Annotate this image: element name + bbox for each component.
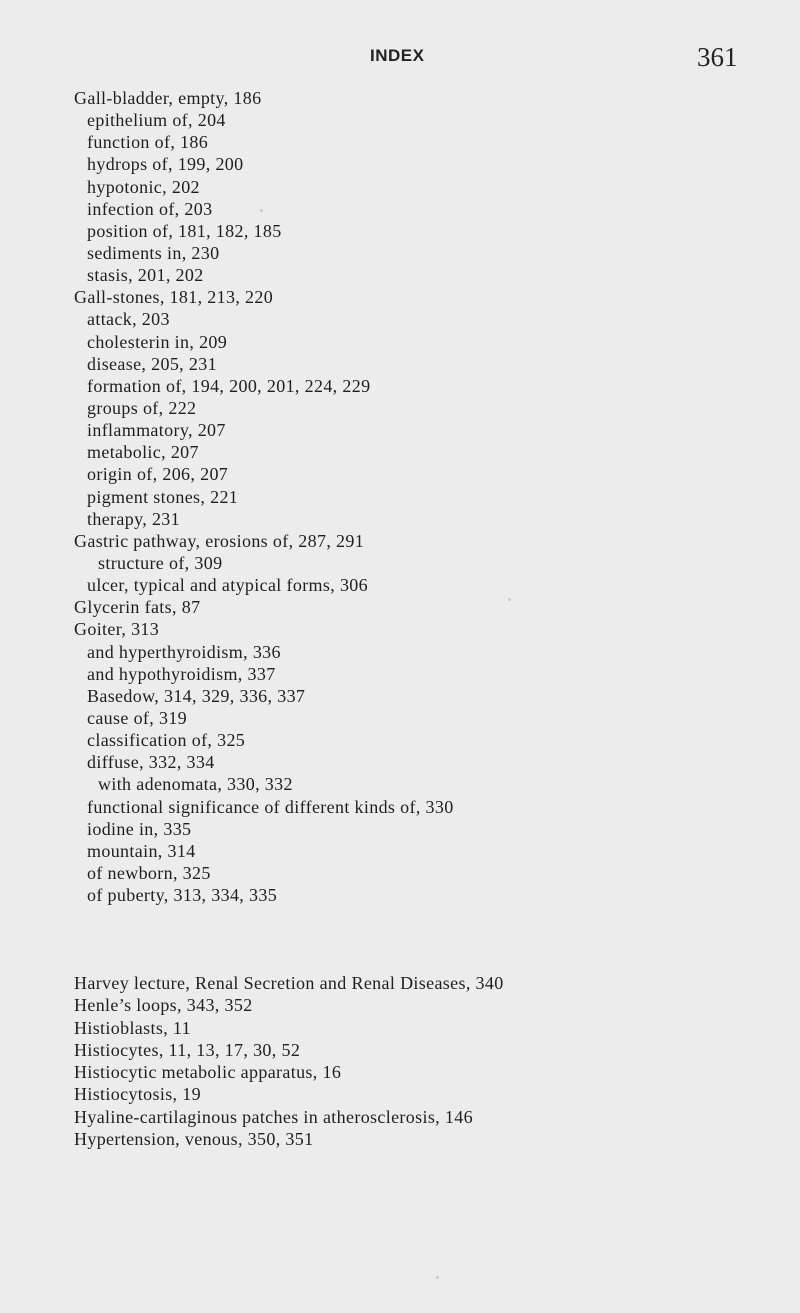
index-group-g (74, 87, 774, 906)
index-subentry: hypotonic, 202 (87, 176, 200, 197)
index-heading: Histiocytosis, 19 (74, 1084, 201, 1105)
index-subentry: mountain, 314 (87, 840, 196, 861)
index-subentry: functional significance of different kinds of, 330 (87, 796, 454, 817)
index-subentry: inflammatory, 207 (87, 420, 226, 441)
index-heading: Gall-bladder, empty, 186 (74, 88, 262, 108)
index-heading: Gall-stones, 181, 213, 220 (74, 287, 274, 308)
index-subentry: and hyperthyroidism, 336 (87, 641, 281, 662)
index-subentry: hydrops of, 199, 200 (87, 154, 244, 175)
index-subentry: cholesterin in, 209 (87, 331, 228, 352)
index-heading: Henle’s loops, 343, 352 (74, 995, 253, 1016)
index-subentry: stasis, 201, 202 (87, 265, 204, 286)
index-subentry: with adenomata, 330, 332 (98, 774, 293, 795)
index-subentry: function of, 186 (87, 132, 209, 153)
index-subentry: groups of, 222 (87, 397, 197, 418)
index-subentry: diffuse, 332, 334 (87, 752, 215, 773)
running-title: INDEX (370, 46, 425, 65)
index-subentry: cause of, 319 (87, 707, 188, 728)
index-subentry: iodine in, 335 (87, 818, 192, 839)
index-subentry: disease, 205, 231 (87, 353, 217, 374)
paper-speck (508, 598, 511, 601)
index-heading: Hyaline-cartilaginous patches in atherosclerosis, 146 (74, 1106, 473, 1127)
paper-speck (260, 209, 263, 212)
index-heading: Histioblasts, 11 (74, 1017, 191, 1038)
index-heading: Harvey lecture, Renal Secretion and Renal Diseases, 340 (74, 973, 504, 993)
index-subentry: attack, 203 (87, 309, 170, 330)
running-head (0, 42, 800, 72)
index-group-h (74, 972, 774, 1150)
index-subentry: and hypothyroidism, 337 (87, 663, 276, 684)
index-subentry: classification of, 325 (87, 730, 246, 751)
index-subentry: of newborn, 325 (87, 862, 211, 883)
index-subentry: formation of, 194, 200, 201, 224, 229 (87, 375, 371, 396)
index-subentry: infection of, 203 (87, 198, 213, 219)
index-subentry: pigment stones, 221 (87, 486, 239, 507)
index-subentry: origin of, 206, 207 (87, 464, 229, 485)
index-subentry: therapy, 231 (87, 508, 181, 529)
index-heading: Glycerin fats, 87 (74, 597, 201, 618)
index-heading: Gastric pathway, erosions of, 287, 291 (74, 530, 365, 551)
index-subentry: structure of, 309 (98, 552, 223, 573)
page-number: 361 (697, 42, 738, 72)
index-subentry: metabolic, 207 (87, 442, 199, 463)
index-subentry: position of, 181, 182, 185 (87, 220, 282, 241)
index-heading: Goiter, 313 (74, 619, 160, 640)
index-heading: Histiocytic metabolic apparatus, 16 (74, 1062, 342, 1083)
index-subentry: Basedow, 314, 329, 336, 337 (87, 685, 306, 706)
index-heading: Hypertension, venous, 350, 351 (74, 1129, 314, 1150)
index-subentry: sediments in, 230 (87, 242, 220, 263)
index-heading: Histiocytes, 11, 13, 17, 30, 52 (74, 1039, 301, 1060)
paper-speck (436, 1276, 439, 1279)
index-subentry: epithelium of, 204 (87, 110, 226, 131)
index-subentry: of puberty, 313, 334, 335 (87, 885, 278, 906)
index-subentry: ulcer, typical and atypical forms, 306 (87, 575, 368, 596)
